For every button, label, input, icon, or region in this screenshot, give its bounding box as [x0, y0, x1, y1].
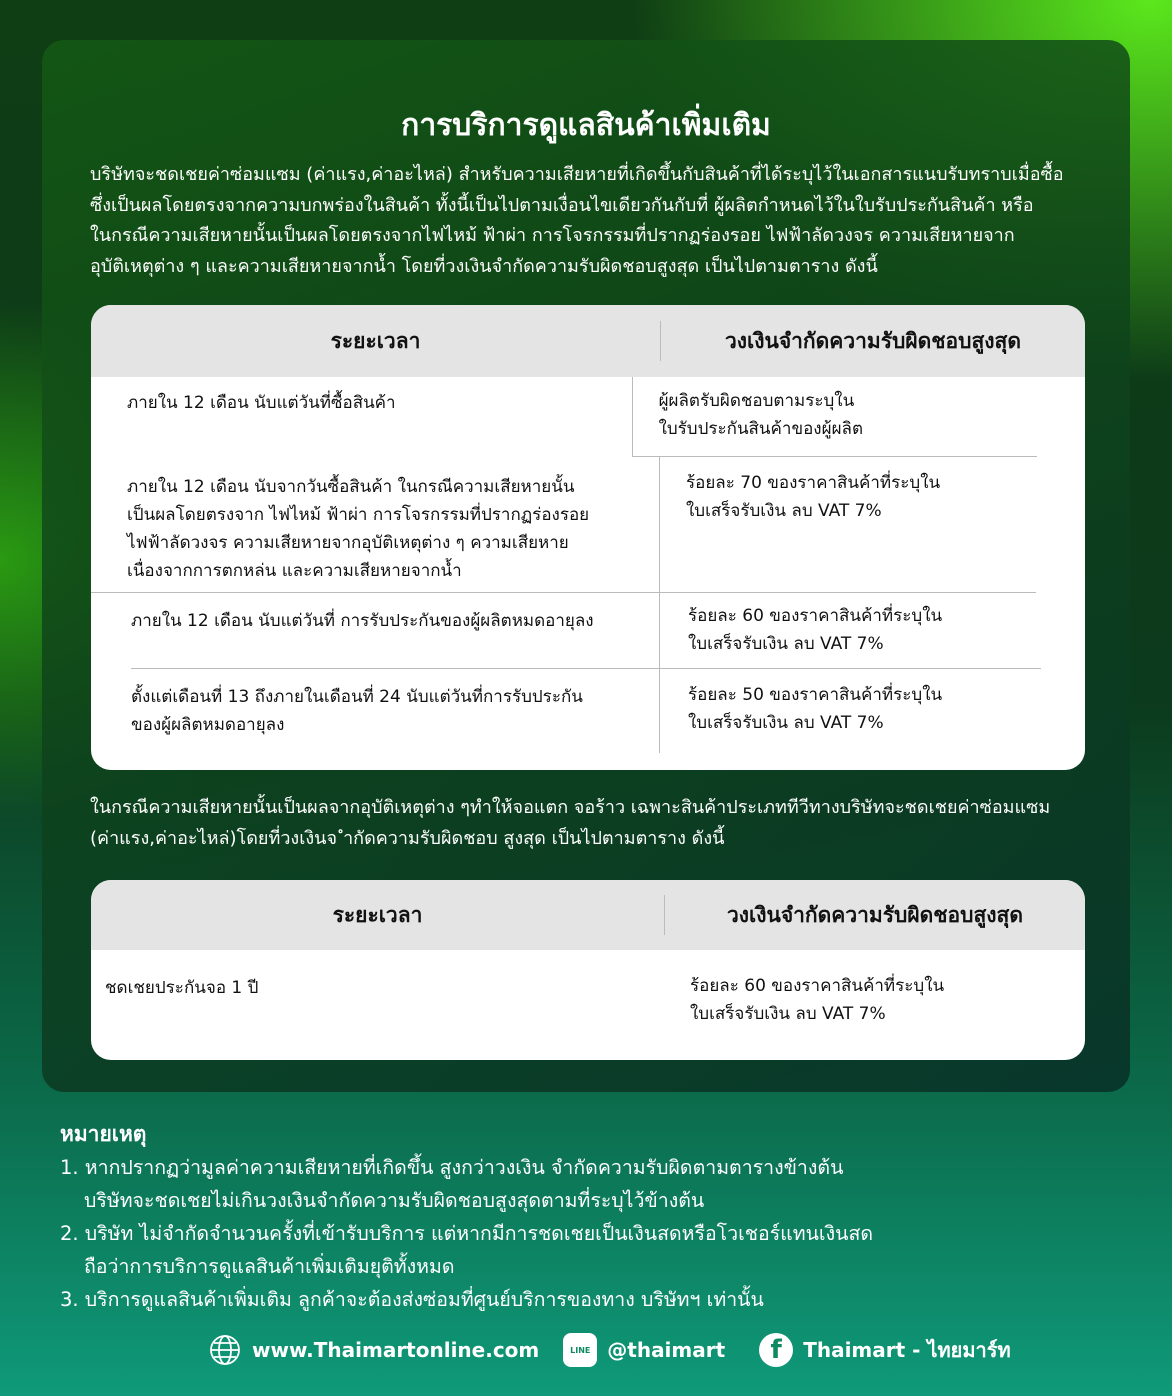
footer-contacts: [208, 1333, 1011, 1367]
note-item: 2. บริษัท ไม่จำกัดจำนวนครั้งที่เข้ารับบริการ แต่หากมีการชดเชยเป็นเงินสดหรือโวเชอร์แทนเงินสด: [60, 1222, 874, 1245]
header-limit: วงเงินจำกัดความรับผิดชอบสูงสุด: [660, 321, 1085, 361]
notes-section: [60, 1118, 873, 1316]
globe-icon: [208, 1333, 242, 1367]
period-text: ชดเชยประกันจอ 1 ปี: [105, 978, 259, 998]
limit-text: ร้อยละ 70 ของราคาสินค้าที่ระบุใน: [686, 473, 941, 493]
intro-line: อุบัติเหตุต่าง ๆ และความเสียหายจากน้ำ โดยที่วงเงินจำกัดความรับผิดชอบสูงสุด เป็นไปตามตาราง ดังนี้: [90, 255, 878, 277]
limit-text: ใบเสร็จรับเงิน ลบ VAT 7%: [690, 1004, 886, 1024]
table-row: [131, 593, 1085, 669]
limit-text: ใบเสร็จรับเงิน ลบ VAT 7%: [688, 634, 884, 654]
liability-table: [91, 305, 1085, 770]
period-text: ภายใน 12 เดือน นับแต่วันที่ซื้อสินค้า: [127, 393, 396, 413]
limit-text: ร้อยละ 60 ของราคาสินค้าที่ระบุใน: [688, 606, 943, 626]
period-text: ภายใน 12 เดือน นับจากวันซื้อสินค้า ในกรณีความเสียหายนั้น: [127, 477, 575, 497]
table-row: [91, 950, 1085, 1060]
limit-text: ใบรับประกันสินค้าของผู้ผลิต: [658, 419, 863, 439]
limit-text: ร้อยละ 50 ของราคาสินค้าที่ระบุใน: [688, 685, 943, 705]
website-link[interactable]: www.Thaimartonline.com: [252, 1338, 540, 1362]
table-row: [131, 669, 1085, 753]
line-logo-text: LINE: [570, 1345, 591, 1355]
note-item: 3. บริการดูแลสินค้าเพิ่มเติม ลูกค้าจะต้องส่งซ่อมที่ศูนย์บริการของทาง บริษัทฯ เท่านั้น: [60, 1288, 764, 1311]
limit-text: ร้อยละ 60 ของราคาสินค้าที่ระบุใน: [690, 976, 945, 996]
page-title: การบริการดูแลสินค้าเพิ่มเติม: [401, 108, 771, 143]
limit-text: ใบเสร็จรับเงิน ลบ VAT 7%: [688, 713, 884, 733]
facebook-icon: f: [759, 1333, 793, 1367]
intro-line: ซึ่งเป็นผลโดยตรงจากความบกพร่องในสินค้า ทั้งนี้เป็นไปตามเงื่อนไขเดียวกันกับที่ ผู้ผลิตกำหนดไว้ในใบรับประกันสินค้า หรือ: [90, 194, 1034, 216]
note-item: บริษัทจะชดเชยไม่เกินวงเงินจำกัดความรับผิดชอบสูงสุดตามที่ระบุไว้ข้างต้น: [84, 1189, 705, 1212]
period-text: เนื่องจากการตกหล่น และความเสียหายจากน้ำ: [127, 561, 462, 581]
header-period: ระยะเวลา: [330, 328, 421, 353]
table-row: [91, 457, 1085, 593]
facebook-page-link[interactable]: Thaimart - ไทยมาร์ท: [803, 1338, 1011, 1362]
note-item: 1. หากปรากฏว่ามูลค่าความเสียหายที่เกิดขึ้น สูงกว่าวงเงิน จำกัดความรับผิดตามตารางข้างต้น: [60, 1156, 844, 1179]
table-row: [91, 377, 1085, 457]
notes-title: หมายเหตุ: [60, 1122, 147, 1146]
tv-line: ในกรณีความเสียหายนั้นเป็นผลจากอุบัติเหตุต่าง ๆทำให้จอแตก จอร้าว เฉพาะสินค้าประเภททีวีทางบริษัทจะชดเชยค่าซ่อมแซม: [90, 797, 1051, 818]
screen-table: [91, 880, 1085, 1060]
line-account-link[interactable]: @thaimart: [607, 1338, 726, 1362]
intro-paragraph: [90, 160, 1090, 282]
tv-paragraph: [90, 793, 1090, 854]
period-text: ตั้งแต่เดือนที่ 13 ถึงภายในเดือนที่ 24 นับแต่วันที่การรับประกัน: [131, 687, 583, 707]
period-text: ของผู้ผลิตหมดอายุลง: [131, 715, 285, 735]
tv-line: (ค่าแรง,ค่าอะไหล่)โดยที่วงเงินจ ำกัดความรับผิดชอบ สูงสุด เป็นไปตามตาราง ดังนี้: [90, 827, 725, 849]
intro-line: บริษัทจะชดเชยค่าซ่อมแซม (ค่าแรง,ค่าอะไหล่) สำหรับความเสียหายที่เกิดขึ้นกับสินค้าที่ได้ระบุไว้ในเอกสารแนบรับทราบเมื่อซื้อ: [90, 164, 1064, 185]
header-limit: วงเงินจำกัดความรับผิดชอบสูงสุด: [664, 895, 1085, 935]
note-item: ถือว่าการบริการดูแลสินค้าเพิ่มเติมยุติทั้งหมด: [84, 1255, 455, 1278]
limit-text: ผู้ผลิตรับผิดชอบตามระบุใน: [658, 391, 855, 411]
period-text: ไฟฟ้าลัดวงจร ความเสียหายจากอุบัติเหตุต่าง ๆ ความเสียหาย: [127, 533, 569, 553]
table-header: [91, 880, 1085, 950]
line-icon: [563, 1333, 597, 1367]
limit-text: ใบเสร็จรับเงิน ลบ VAT 7%: [686, 501, 882, 521]
table-header: [91, 305, 1085, 377]
period-text: เป็นผลโดยตรงจาก ไฟไหม้ ฟ้าผ่า การโจรกรรมที่ปรากฏร่องรอย: [127, 505, 590, 525]
intro-line: ในกรณีความเสียหายนั้นเป็นผลโดยตรงจากไฟไหม้ ฟ้าผ่า การโจรกรรมที่ปรากฏร่องรอย ไฟฟ้าลัดวงจร ความเสียหายจาก: [90, 225, 1015, 246]
header-period: ระยะเวลา: [332, 902, 423, 927]
period-text: ภายใน 12 เดือน นับแต่วันที่ การรับประกันของผู้ผลิตหมดอายุลง: [131, 611, 594, 631]
